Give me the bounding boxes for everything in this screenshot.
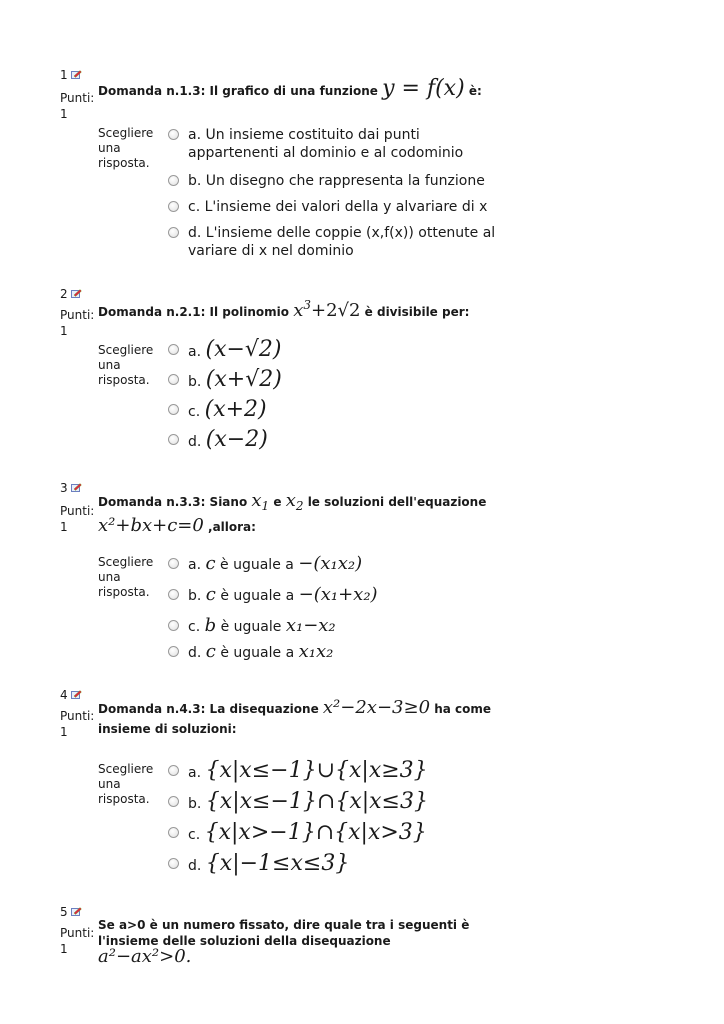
choose-answer-label: Scegliere una risposta. xyxy=(98,762,154,806)
option-d-radio[interactable] xyxy=(168,227,179,238)
option-a-radio[interactable] xyxy=(168,129,179,140)
question-math: y = f(x) xyxy=(382,76,465,101)
option-c-radio[interactable] xyxy=(168,827,179,838)
option-b-radio[interactable] xyxy=(168,374,179,385)
option-a-radio[interactable] xyxy=(168,558,179,569)
edit-question-icon[interactable] xyxy=(71,907,82,916)
option-b-radio[interactable] xyxy=(168,796,179,807)
option-d-radio[interactable] xyxy=(168,858,179,869)
choose-answer-label: Scegliere una risposta. xyxy=(98,126,154,170)
edit-question-icon[interactable] xyxy=(71,289,82,298)
question-text: Domanda n.4.3: La disequazione x²−2x−3≥0 ha come insieme di soluzioni: xyxy=(98,697,492,736)
option-b-radio[interactable] xyxy=(168,589,179,600)
option-a-radio[interactable] xyxy=(168,344,179,355)
question-text: Domanda n.3.3: Siano $x_1$ e $x_2$ le soluzioni dell'equazione x²+bx+c=0 ,allora: xyxy=(98,490,487,536)
option-a-radio[interactable] xyxy=(168,765,179,776)
edit-question-icon[interactable] xyxy=(71,483,82,492)
option-d-radio[interactable] xyxy=(168,646,179,657)
option-c-radio[interactable] xyxy=(168,620,179,631)
question-number: 5 xyxy=(60,905,82,919)
choose-answer-label: Scegliere una risposta. xyxy=(98,343,154,387)
points-label: Punti: 1 xyxy=(60,91,95,121)
question-math: a²−ax²>0. xyxy=(98,946,192,967)
edit-question-icon[interactable] xyxy=(71,70,82,79)
option-c-radio[interactable] xyxy=(168,404,179,415)
points-label: Punti: 1 xyxy=(60,504,95,534)
question-number: 1 xyxy=(60,68,82,82)
points-label: Punti: 1 xyxy=(60,926,95,956)
question-equation: x²+bx+c=0 xyxy=(98,515,204,536)
question-text: Se a>0 è un numero fissato, dire quale tra i seguenti è l'insieme delle soluzioni della disequazione a²−ax²>0. xyxy=(98,918,470,967)
question-math: x²−2x−3≥0 xyxy=(322,697,431,718)
choose-answer-label: Scegliere una risposta. xyxy=(98,555,154,599)
points-label: Punti: 1 xyxy=(60,709,95,739)
option-b-radio[interactable] xyxy=(168,175,179,186)
question-text: Domanda n.2.1: Il polinomio $x^3+2√2$ è divisibile per: xyxy=(98,298,470,321)
option-c-radio[interactable] xyxy=(168,201,179,212)
question-number: 4 xyxy=(60,688,82,702)
question-number: 2 xyxy=(60,287,82,301)
question-math: $x^3+2√2$ xyxy=(293,298,361,321)
option-d-radio[interactable] xyxy=(168,434,179,445)
edit-question-icon[interactable] xyxy=(71,690,82,699)
question-number: 3 xyxy=(60,481,82,495)
question-text: Domanda n.1.3: Il grafico di una funzione y = f(x) è: xyxy=(98,76,482,101)
points-label: Punti: 1 xyxy=(60,308,95,338)
